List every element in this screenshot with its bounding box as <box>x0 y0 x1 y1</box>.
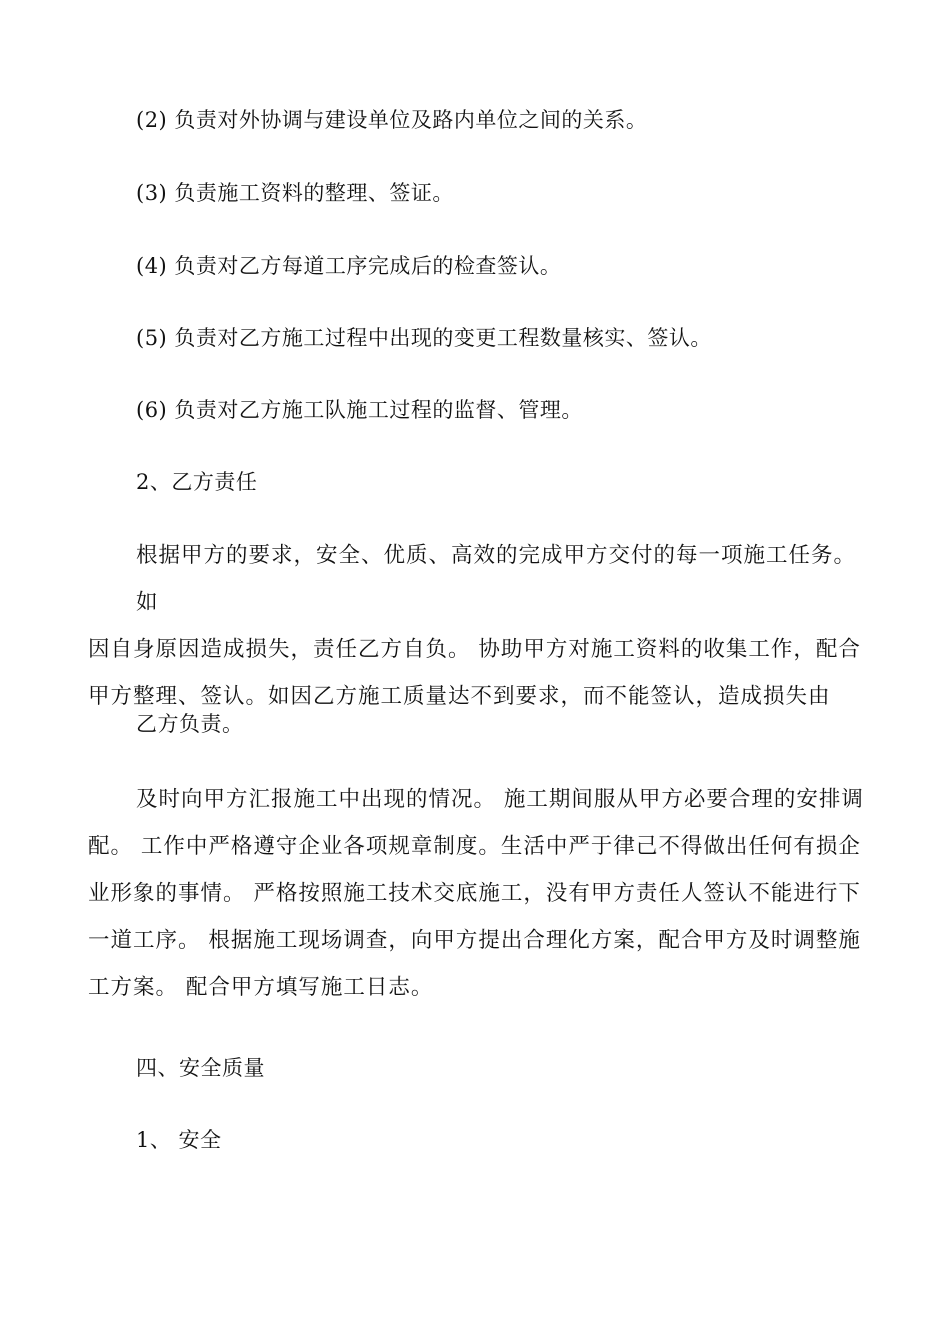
paragraph <box>88 532 878 720</box>
paragraph-line: 工方案。 配合甲方填写施工日志。 <box>88 975 434 1000</box>
list-item: (2) 负责对外协调与建设单位及路内单位之间的关系。 <box>136 108 648 132</box>
subsection-heading: 1、 安全 <box>136 1128 222 1152</box>
paragraph-line: 乙方负责。 <box>136 712 244 736</box>
paragraph-line: 业形象的事情。 严格按照施工技术交底施工，没有甲方责任人签认不能进行下 <box>88 881 861 906</box>
list-item: (6) 负责对乙方施工队施工过程的监督、管理。 <box>136 398 583 422</box>
paragraph-line: 甲方整理、签认。如因乙方施工质量达不到要求，而不能签认，造成损失由 <box>88 684 831 709</box>
section-heading: 2、乙方责任 <box>136 470 258 494</box>
paragraph-line: 及时向甲方汇报施工中出现的情况。 施工期间服从甲方必要合理的安排调 <box>136 787 864 812</box>
paragraph-line: 配。 工作中严格遵守企业各项规章制度。生活中严于律己不得做出任何有损企 <box>88 834 861 859</box>
list-item: (5) 负责对乙方施工过程中出现的变更工程数量核实、签认。 <box>136 326 712 350</box>
list-item: (3) 负责施工资料的整理、签证。 <box>136 181 454 205</box>
section-heading: 四、安全质量 <box>136 1056 265 1080</box>
list-item: (4) 负责对乙方每道工序完成后的检查签认。 <box>136 254 562 278</box>
paragraph-line: 一道工序。 根据施工现场调查，向甲方提出合理化方案，配合甲方及时调整施 <box>88 928 861 953</box>
paragraph-line: 根据甲方的要求，安全、优质、高效的完成甲方交付的每一项施工任务。如 <box>136 543 857 615</box>
paragraph <box>88 776 878 1011</box>
paragraph-line: 因自身原因造成损失，责任乙方自负。 协助甲方对施工资料的收集工作，配合 <box>88 637 861 662</box>
